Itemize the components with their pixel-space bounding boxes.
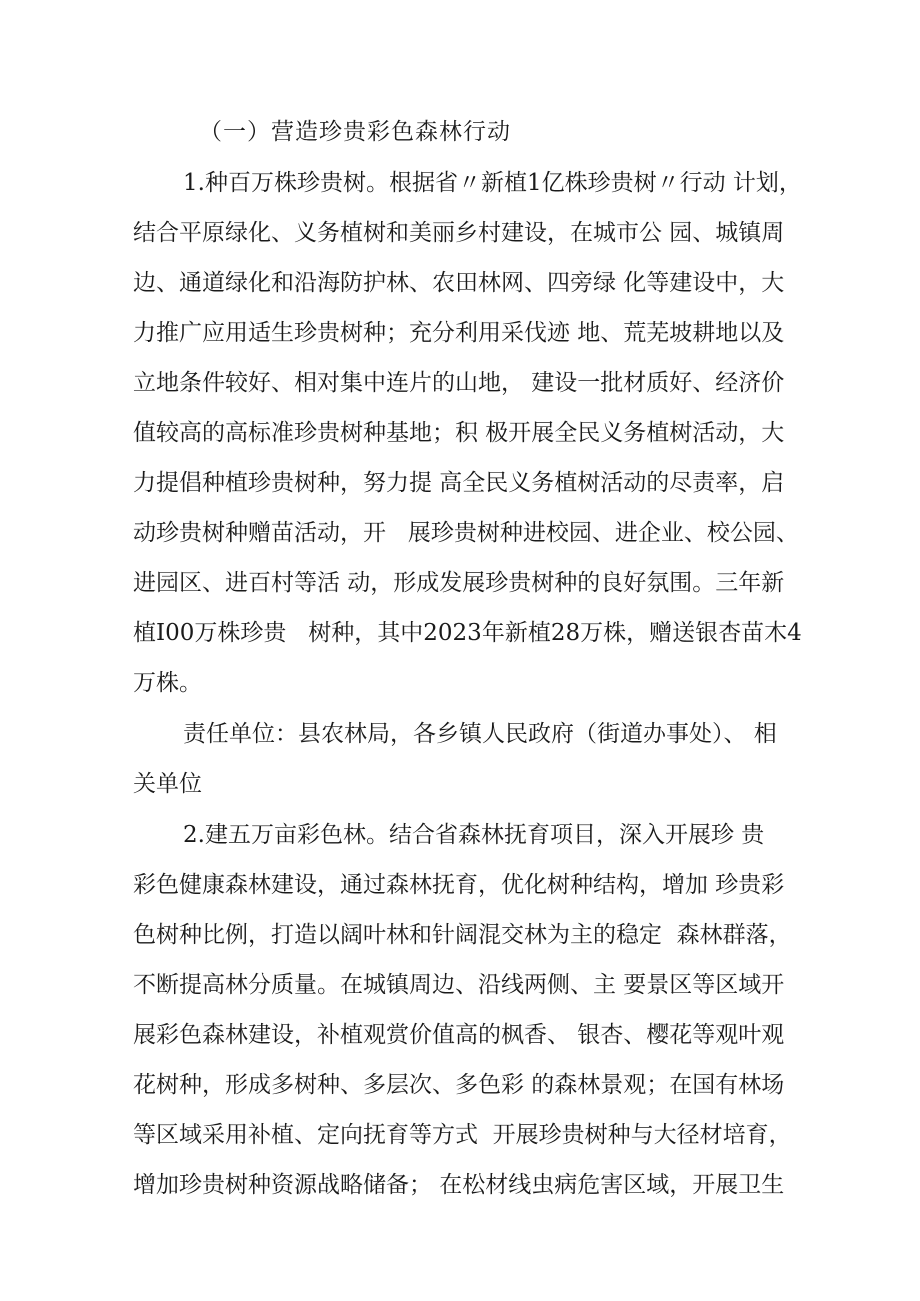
paragraph-line: 结合平原绿化、义务植树和美丽乡村建设，在城市公 园、城镇周 [133,220,785,246]
paragraph-line: 植I00万株珍贵 树种，其中2023年新植28万株，赠送银杏苗木4 [133,620,802,646]
paragraph-line: 动珍贵树种赠苗活动，开 展珍贵树种进校园、进企业、校公园、 [133,520,799,546]
responsibility-line: 关单位 [133,771,202,797]
paragraph-line: 进园区、进百村等活 动，形成发展珍贵树种的良好氛围。三年新 [133,570,785,596]
paragraph-line: 彩色健康森林建设，通过森林抚育，优化树种结构，增加 珍贵彩 [133,872,785,898]
responsibility-line: 责任单位：县农林局，各乡镇人民政府（街道办事处）、 相 [183,721,777,747]
paragraph-line: 展彩色森林建设，补植观赏价值高的枫香、 银杏、樱花等观叶观 [133,1022,785,1048]
paragraph-line: 2.建五万亩彩色林。结合省森林抚育项目，深入开展珍 贵 [183,822,765,848]
paragraph-line: 立地条件较好、相对集中连片的山地， 建设一批材质好、经济价 [133,370,785,396]
paragraph-line: 力推广应用适生珍贵树种；充分利用采伐迹 地、荒芜坡耕地以及 [133,320,785,346]
section-heading: （一）营造珍贵彩色森林行动 [199,119,511,145]
paragraph-line: 花树种，形成多树种、多层次、多色彩 的森林景观；在国有林场 [133,1072,785,1098]
paragraph-line: 万株。 [133,670,202,696]
paragraph-line: 边、通道绿化和沿海防护林、农田林网、四旁绿 化等建设中，大 [133,270,785,296]
paragraph-line: 值较高的高标准珍贵树种基地；积 极开展全民义务植树活动，大 [133,420,785,446]
paragraph-line: 力提倡种植珍贵树种，努力提 高全民义务植树活动的尽责率，启 [133,470,785,496]
paragraph-line: 色树种比例，打造以阔叶林和针阔混交林为主的稳定 森林群落， [133,922,792,948]
paragraph-line: 1.种百万株珍贵树。根据省〃新植1亿株珍贵树〃行动 计划， [183,170,802,196]
paragraph-line: 不断提高林分质量。在城镇周边、沿线两侧、主 要景区等区域开 [133,972,785,998]
paragraph-line: 等区域采用补植、定向抚育等方式 开展珍贵树种与大径材培育， [133,1122,792,1148]
paragraph-line: 增加珍贵树种资源战略储备； 在松材线虫病危害区域，开展卫生 [133,1172,785,1198]
